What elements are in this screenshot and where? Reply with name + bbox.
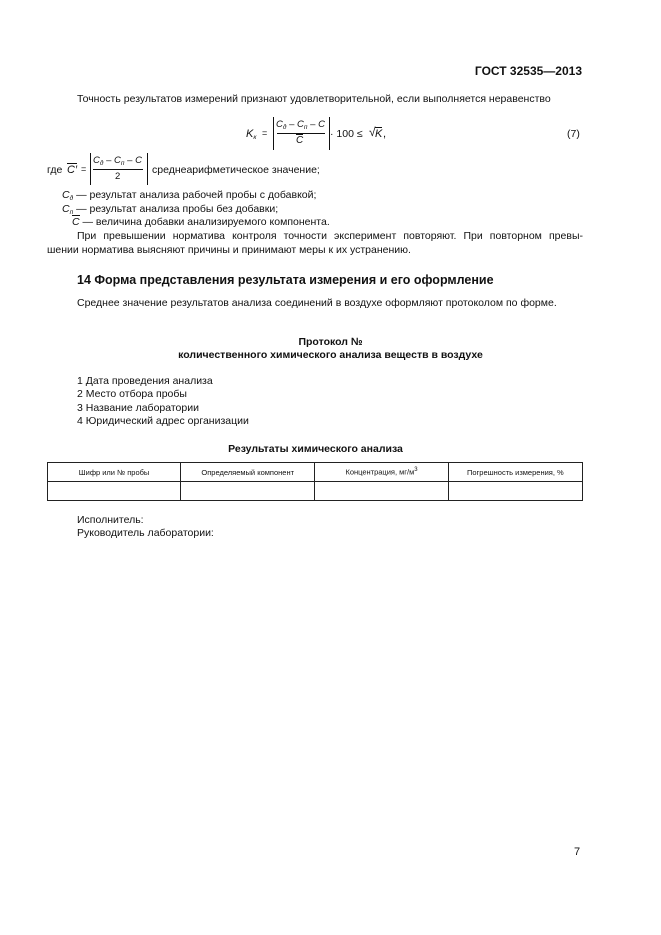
definition-item: C — величина добавки анализируемого компонента. [72, 216, 330, 228]
definition-item: $C_п$ — результат анализа пробы без добавки; [62, 203, 279, 216]
formula-lhs-symbol: K [246, 128, 254, 140]
formula-lhs-sub: к [253, 134, 257, 141]
table-header-sample-id: Шифр или № пробы [48, 463, 181, 482]
table-cell[interactable] [181, 482, 315, 501]
protocol-title: Протокол № [298, 336, 363, 348]
table-header-component: Определяемый компонент [181, 463, 315, 482]
section-14-text: Среднее значение результатов анализа соединений в воздухе оформляют протоколом по форме. [77, 297, 557, 309]
results-title: Результаты химического анализа [228, 443, 403, 455]
where-prefix: где [47, 164, 63, 176]
protocol-subtitle: количественного химического анализа веществ в воздухе [178, 349, 483, 361]
section-14-title: 14 Форма представления результата измерения и его оформление [77, 273, 494, 287]
formula-denominator: C [296, 135, 304, 146]
protocol-item-address: 4 Юридический адрес организации [77, 415, 249, 427]
formula-multiplier: · 100 ≤ [330, 128, 363, 140]
document-code: ГОСТ 32535—2013 [474, 64, 582, 78]
formula-lhs [246, 128, 256, 141]
table-cell[interactable] [48, 482, 181, 501]
page-number: 7 [574, 846, 581, 858]
table-cell[interactable] [448, 482, 582, 501]
formula-numerator: $C_д - C_п$ – C [276, 119, 325, 131]
sqrt-icon: √ [369, 125, 376, 139]
sqrt-argument: K [375, 128, 383, 140]
table-header-error: Погрешность измерения, % [448, 463, 582, 482]
where-numerator: $C_д - C_п$ – C [93, 155, 142, 167]
exceed-paragraph-line1: При превышении норматива контроля точности эксперимент повторяют. При повторном превы- [77, 230, 583, 242]
executor-label: Исполнитель: [77, 514, 144, 526]
exceed-paragraph-line2: шении норматива выясняют причины и принимают меры к их устранению. [47, 244, 411, 256]
where-fraction-bar [93, 169, 143, 170]
protocol-item-place: 2 Место отбора пробы [77, 388, 187, 400]
protocol-item-lab: 3 Название лаборатории [77, 402, 199, 414]
results-table [47, 462, 583, 501]
formula-number: (7) [567, 128, 580, 140]
table-cell[interactable] [315, 482, 448, 501]
lab-head-label: Руководитель лаборатории: [77, 527, 214, 539]
where-denominator: 2 [115, 171, 121, 182]
formula-eq: = [262, 128, 268, 138]
where-eq: = [81, 164, 87, 174]
accuracy-paragraph: Точность результатов измерений признают удовлетворительной, если выполняется неравенство [77, 93, 551, 105]
table-row [48, 482, 583, 501]
mean-symbol: C′ [67, 164, 78, 176]
table-header-concentration: Концентрация, $мг/м^3$ [315, 463, 448, 482]
table-header-row [48, 463, 583, 482]
where-description: среднеарифметическое значение; [152, 164, 320, 176]
protocol-item-date: 1 Дата проведения анализа [77, 375, 213, 387]
formula-comma: , [383, 128, 387, 140]
definition-item: $C_д$ — результат анализа рабочей пробы с добавкой; [62, 189, 317, 202]
